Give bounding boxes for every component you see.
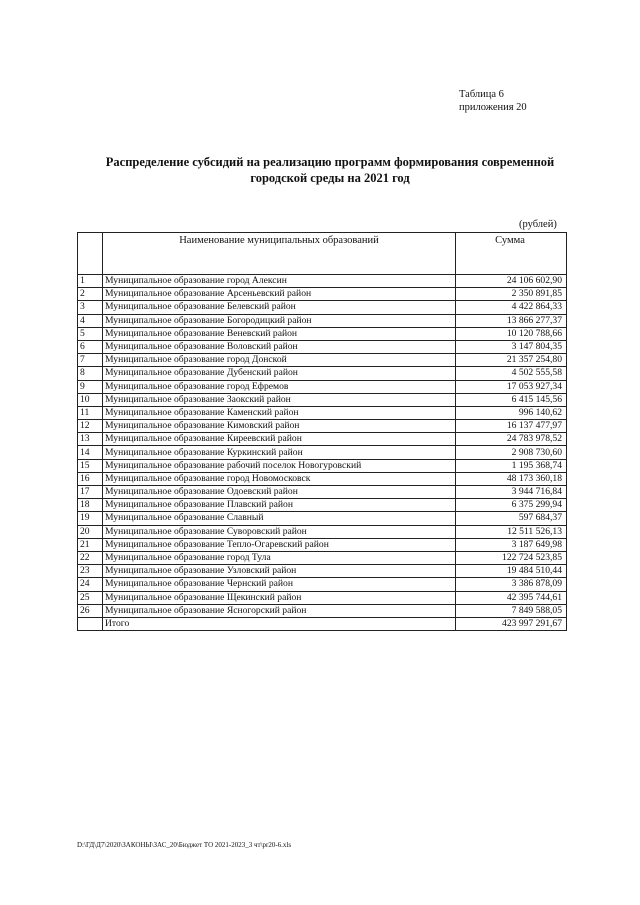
row-name-cell: Муниципальное образование Ясногорский район [103, 604, 456, 617]
row-name-cell: Муниципальное образование Суворовский район [103, 525, 456, 538]
row-name-cell: Муниципальное образование Воловский район [103, 340, 456, 353]
row-name-cell: Муниципальное образование Киреевский район [103, 433, 456, 446]
title-line-1: Распределение субсидий на реализацию программ формирования современной [105, 155, 555, 169]
row-number-cell: 1 [78, 275, 103, 288]
row-number-cell: 25 [78, 591, 103, 604]
table-row [78, 591, 567, 604]
row-sum-cell: 48 173 360,18 [456, 472, 567, 485]
row-number-cell: 5 [78, 327, 103, 340]
row-name-cell: Муниципальное образование Чернский район [103, 578, 456, 591]
row-name-cell: Муниципальное образование Тепло-Огаревский район [103, 538, 456, 551]
row-number-cell: 3 [78, 301, 103, 314]
row-name-cell: Муниципальное образование Богородицкий район [103, 314, 456, 327]
row-sum-cell: 996 140,62 [456, 406, 567, 419]
row-number-cell: 26 [78, 604, 103, 617]
row-name-cell: Муниципальное образование Плавский район [103, 499, 456, 512]
row-number-cell: 13 [78, 433, 103, 446]
table-row [78, 275, 567, 288]
row-number-cell: 4 [78, 314, 103, 327]
row-sum-cell: 3 187 649,98 [456, 538, 567, 551]
row-sum-cell: 1 195 368,74 [456, 459, 567, 472]
row-number-cell: 22 [78, 551, 103, 564]
row-name-cell: Муниципальное образование Каменский район [103, 406, 456, 419]
row-number-cell: 15 [78, 459, 103, 472]
row-name-cell: Муниципальное образование Дубенский район [103, 367, 456, 380]
row-name-cell: Муниципальное образование Кимовский район [103, 420, 456, 433]
total-row [78, 617, 567, 630]
table-row [78, 459, 567, 472]
subsidy-table [77, 232, 567, 631]
table-row [78, 367, 567, 380]
row-number-cell: 23 [78, 565, 103, 578]
row-sum-cell: 2 350 891,85 [456, 288, 567, 301]
file-path-footer: D:\ГД\Д7\2020\ЗАКОНЫ\ЗАС_20\Бюджет ТО 2021-2023_3 чт\pr20-6.xls [77, 841, 292, 849]
row-sum-cell: 12 511 526,13 [456, 525, 567, 538]
row-number-cell: 7 [78, 354, 103, 367]
total-number-cell [78, 617, 103, 630]
table-row [78, 604, 567, 617]
row-name-cell: Муниципальное образование рабочий поселок Новогуровский [103, 459, 456, 472]
row-number-cell: 20 [78, 525, 103, 538]
row-sum-cell: 24 106 602,90 [456, 275, 567, 288]
total-label-cell: Итого [103, 617, 456, 630]
row-sum-cell: 7 849 588,05 [456, 604, 567, 617]
title-line-2: городской среды на 2021 год [250, 171, 410, 185]
document-title [70, 154, 590, 186]
table-row [78, 446, 567, 459]
table-row [78, 301, 567, 314]
row-sum-cell: 19 484 510,44 [456, 565, 567, 578]
table-caption [459, 88, 527, 114]
table-row [78, 327, 567, 340]
row-number-cell: 14 [78, 446, 103, 459]
row-sum-cell: 4 422 864,33 [456, 301, 567, 314]
row-number-cell: 6 [78, 340, 103, 353]
row-name-cell: Муниципальное образование Одоевский район [103, 486, 456, 499]
row-name-cell: Муниципальное образование город Новомосковск [103, 472, 456, 485]
header-name-cell: Наименование муниципальных образований [103, 233, 456, 275]
row-number-cell: 2 [78, 288, 103, 301]
row-sum-cell: 3 944 716,84 [456, 486, 567, 499]
table-row [78, 486, 567, 499]
row-name-cell: Муниципальное образование Куркинский район [103, 446, 456, 459]
row-number-cell: 12 [78, 420, 103, 433]
appendix-label: приложения 20 [459, 102, 527, 113]
row-number-cell: 24 [78, 578, 103, 591]
table-row [78, 288, 567, 301]
table-header-row [78, 233, 567, 275]
table-row [78, 380, 567, 393]
header-number-cell [78, 233, 103, 275]
row-sum-cell: 4 502 555,58 [456, 367, 567, 380]
table-row [78, 565, 567, 578]
row-sum-cell: 6 375 299,94 [456, 499, 567, 512]
table-row [78, 578, 567, 591]
row-name-cell: Муниципальное образование Узловский район [103, 565, 456, 578]
header-sum-cell: Сумма [456, 233, 567, 275]
row-name-cell: Муниципальное образование город Ефремов [103, 380, 456, 393]
row-sum-cell: 10 120 788,66 [456, 327, 567, 340]
row-number-cell: 16 [78, 472, 103, 485]
table-row [78, 433, 567, 446]
table-row [78, 525, 567, 538]
row-name-cell: Муниципальное образование Веневский район [103, 327, 456, 340]
table-row [78, 406, 567, 419]
row-number-cell: 10 [78, 393, 103, 406]
table-row [78, 538, 567, 551]
row-name-cell: Муниципальное образование город Тула [103, 551, 456, 564]
row-number-cell: 11 [78, 406, 103, 419]
row-sum-cell: 24 783 978,52 [456, 433, 567, 446]
table-row [78, 354, 567, 367]
row-sum-cell: 3 386 878,09 [456, 578, 567, 591]
row-name-cell: Муниципальное образование Арсеньевский район [103, 288, 456, 301]
row-name-cell: Муниципальное образование Щекинский район [103, 591, 456, 604]
row-sum-cell: 42 395 744,61 [456, 591, 567, 604]
row-sum-cell: 597 684,37 [456, 512, 567, 525]
table-row [78, 393, 567, 406]
table-row [78, 551, 567, 564]
table-row [78, 499, 567, 512]
row-sum-cell: 122 724 523,85 [456, 551, 567, 564]
row-sum-cell: 6 415 145,56 [456, 393, 567, 406]
row-name-cell: Муниципальное образование город Алексин [103, 275, 456, 288]
table-row [78, 340, 567, 353]
row-name-cell: Муниципальное образование Славный [103, 512, 456, 525]
row-number-cell: 9 [78, 380, 103, 393]
row-sum-cell: 2 908 730,60 [456, 446, 567, 459]
row-sum-cell: 13 866 277,37 [456, 314, 567, 327]
row-sum-cell: 16 137 477,97 [456, 420, 567, 433]
table-row [78, 512, 567, 525]
row-name-cell: Муниципальное образование город Донской [103, 354, 456, 367]
table-row [78, 472, 567, 485]
table-number-label: Таблица 6 [459, 89, 504, 100]
row-name-cell: Муниципальное образование Заокский район [103, 393, 456, 406]
row-name-cell: Муниципальное образование Белевский район [103, 301, 456, 314]
table-row [78, 420, 567, 433]
row-number-cell: 19 [78, 512, 103, 525]
row-sum-cell: 3 147 804,35 [456, 340, 567, 353]
row-sum-cell: 17 053 927,34 [456, 380, 567, 393]
row-number-cell: 18 [78, 499, 103, 512]
row-number-cell: 8 [78, 367, 103, 380]
row-number-cell: 17 [78, 486, 103, 499]
row-sum-cell: 21 357 254,80 [456, 354, 567, 367]
table-row [78, 314, 567, 327]
total-sum-cell: 423 997 291,67 [456, 617, 567, 630]
row-number-cell: 21 [78, 538, 103, 551]
units-label: (рублей) [519, 219, 557, 230]
